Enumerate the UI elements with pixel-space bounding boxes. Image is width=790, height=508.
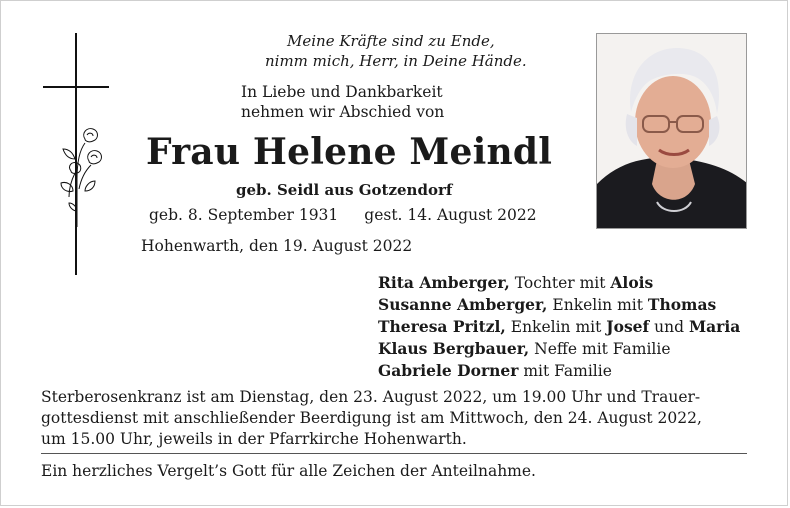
verse xyxy=(251,31,591,71)
place-date: Hohenwarth, den 19. August 2022 xyxy=(141,237,413,255)
service-line-1: Sterberosenkranz ist am Dienstag, den 23. August 2022, um 19.00 Uhr und Trauer- xyxy=(41,388,701,406)
thanks-note: Ein herzliches Vergelt’s Gott für alle Zeichen der Anteilnahme. xyxy=(41,462,536,480)
divider xyxy=(41,453,747,454)
service-line-2: gottesdienst mit anschließender Beerdigung ist am Mittwoch, den 24. August 2022, xyxy=(41,409,702,427)
deceased-name: Frau Helene Meindl xyxy=(146,131,553,173)
maiden-name: geb. Seidl aus Gotzendorf xyxy=(236,181,453,199)
verse-line-2: nimm mich, Herr, in Deine Hände. xyxy=(265,52,527,70)
intro-line-2: nehmen wir Abschied von xyxy=(241,103,445,121)
birth-date: geb. 8. September 1931 xyxy=(149,206,339,224)
mourner-entry: Theresa Pritzl, Enkelin mit Josef und Maria xyxy=(378,317,741,336)
life-dates xyxy=(149,206,537,224)
mourners-list xyxy=(378,272,740,382)
service-line-3: um 15.00 Uhr, jeweils in der Pfarrkirche Hohenwarth. xyxy=(41,430,467,448)
intro-line-1: In Liebe und Dankbarkeit xyxy=(241,83,443,101)
mourner-entry: Klaus Bergbauer, Neffe mit Familie xyxy=(378,339,671,358)
mourner-entry: Rita Amberger, Tochter mit Alois xyxy=(378,273,654,292)
cross-with-roses-icon xyxy=(41,31,111,277)
service-info xyxy=(41,387,761,450)
verse-line-1: Meine Kräfte sind zu Ende, xyxy=(287,32,495,50)
death-date: gest. 14. August 2022 xyxy=(364,206,537,224)
mourner-entry: Susanne Amberger, Enkelin mit Thomas xyxy=(378,295,717,314)
portrait-photo xyxy=(596,33,747,229)
portrait-image xyxy=(597,34,747,229)
intro xyxy=(151,82,551,122)
mourner-entry: Gabriele Dorner mit Familie xyxy=(378,361,612,380)
